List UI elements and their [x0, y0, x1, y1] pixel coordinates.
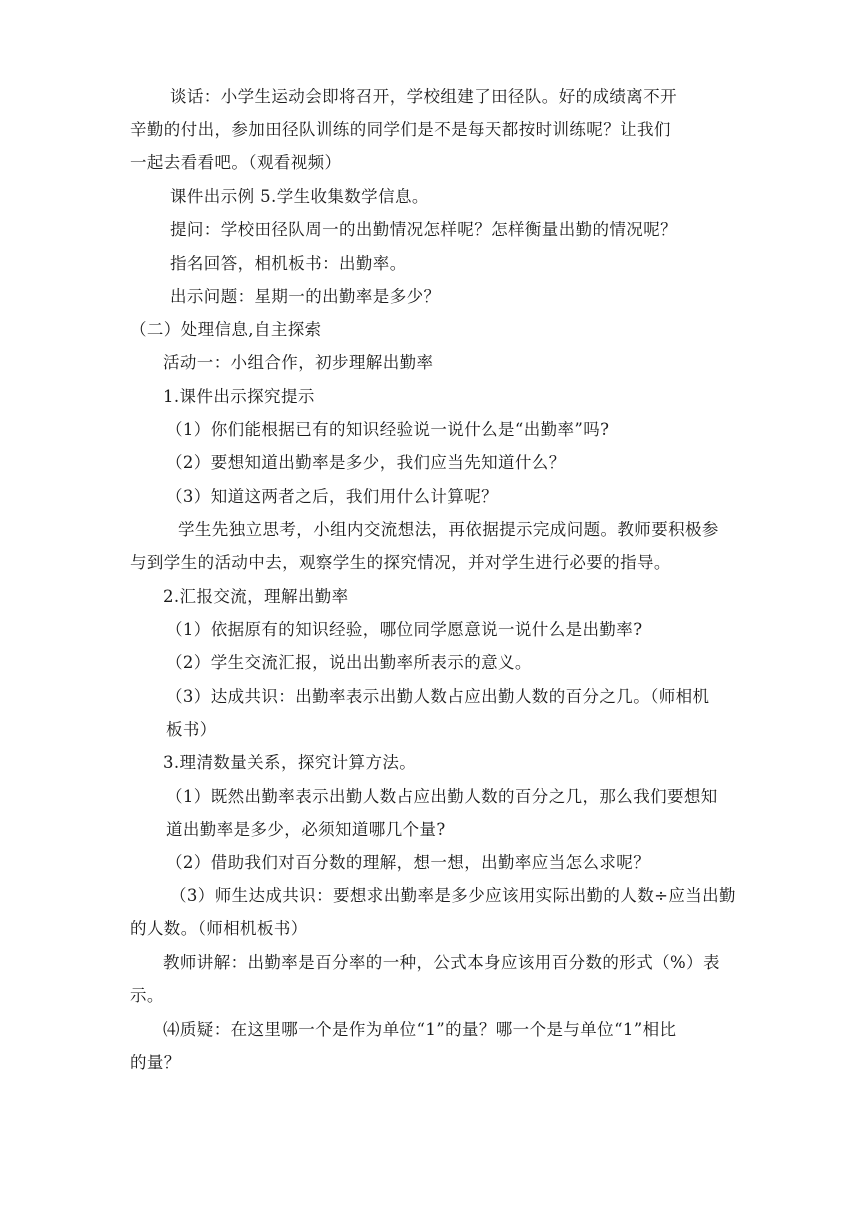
- text-line: （3）师生达成共识：要想求出勤率是多少应该用实际出勤的人数÷应当出勤: [170, 886, 736, 905]
- text-line: （1）你们能根据已有的知识经验说一说什么是“出勤率”吗?: [166, 420, 610, 439]
- text-line: 与到学生的活动中去，观察学生的探究情况，并对学生进行必要的指导。: [130, 553, 671, 572]
- text-line: 道出勤率是多少，必须知道哪几个量?: [166, 820, 446, 839]
- section-heading: （二）处理信息,自主探索: [130, 320, 322, 339]
- text-line: 3.理清数量关系，探究计算方法。: [163, 753, 417, 772]
- text-line: 示。: [130, 986, 164, 1005]
- text-line: 一起去看看吧。（观看视频）: [130, 153, 342, 172]
- text-line: 谈话：小学生运动会即将召开，学校组建了田径队。好的成绩离不开: [170, 87, 677, 106]
- text-line: （1）既然出勤率表示出勤人数占应出勤人数的百分之几，那么我们要想知: [166, 787, 718, 806]
- text-line: 指名回答，相机板书：出勤率。: [170, 254, 407, 273]
- text-line: （2）要想知道出勤率是多少，我们应当先知道什么？: [166, 453, 566, 472]
- text-line: 课件出示例 5.学生收集数学信息。: [170, 187, 429, 206]
- text-line: （3）知道这两者之后，我们用什么计算呢？: [166, 487, 498, 506]
- text-line: 活动一：小组合作，初步理解出勤率: [163, 353, 434, 372]
- text-line: 2.汇报交流，理解出勤率: [163, 587, 349, 606]
- text-line: （2）借助我们对百分数的理解，想一想，出勤率应当怎么求呢？: [166, 853, 651, 872]
- text-line: 学生先独立思考，小组内交流想法，再依据提示完成问题。教师要积极参: [178, 520, 719, 539]
- text-line: （3）达成共识：出勤率表示出勤人数占应出勤人数的百分之几。（师相机: [166, 687, 710, 706]
- text-line: （2）学生交流汇报，说出出勤率所表示的意义。: [166, 653, 532, 672]
- text-line: 教师讲解：出勤率是百分率的一种，公式本身应该用百分数的形式（%）表: [163, 953, 720, 972]
- text-line: 1.课件出示探究提示: [163, 387, 315, 406]
- text-line: （1）依据原有的知识经验，哪位同学愿意说一说什么是出勤率?: [166, 620, 643, 639]
- text-line: 的量？: [130, 1053, 181, 1072]
- text-line: 提问：学校田径队周一的出勤情况怎样呢？怎样衡量出勤的情况呢？: [170, 220, 677, 239]
- text-line: 出示问题：星期一的出勤率是多少？: [170, 287, 441, 306]
- text-line: 板书）: [166, 720, 217, 739]
- text-line: ⑷质疑：在这里哪一个是作为单位“1”的量？哪一个是与单位“1”相比: [163, 1020, 677, 1039]
- text-line: 的人数。（师相机板书）: [130, 919, 308, 938]
- text-line: 辛勤的付出，参加田径队训练的同学们是不是每天都按时训练呢？让我们: [130, 120, 671, 139]
